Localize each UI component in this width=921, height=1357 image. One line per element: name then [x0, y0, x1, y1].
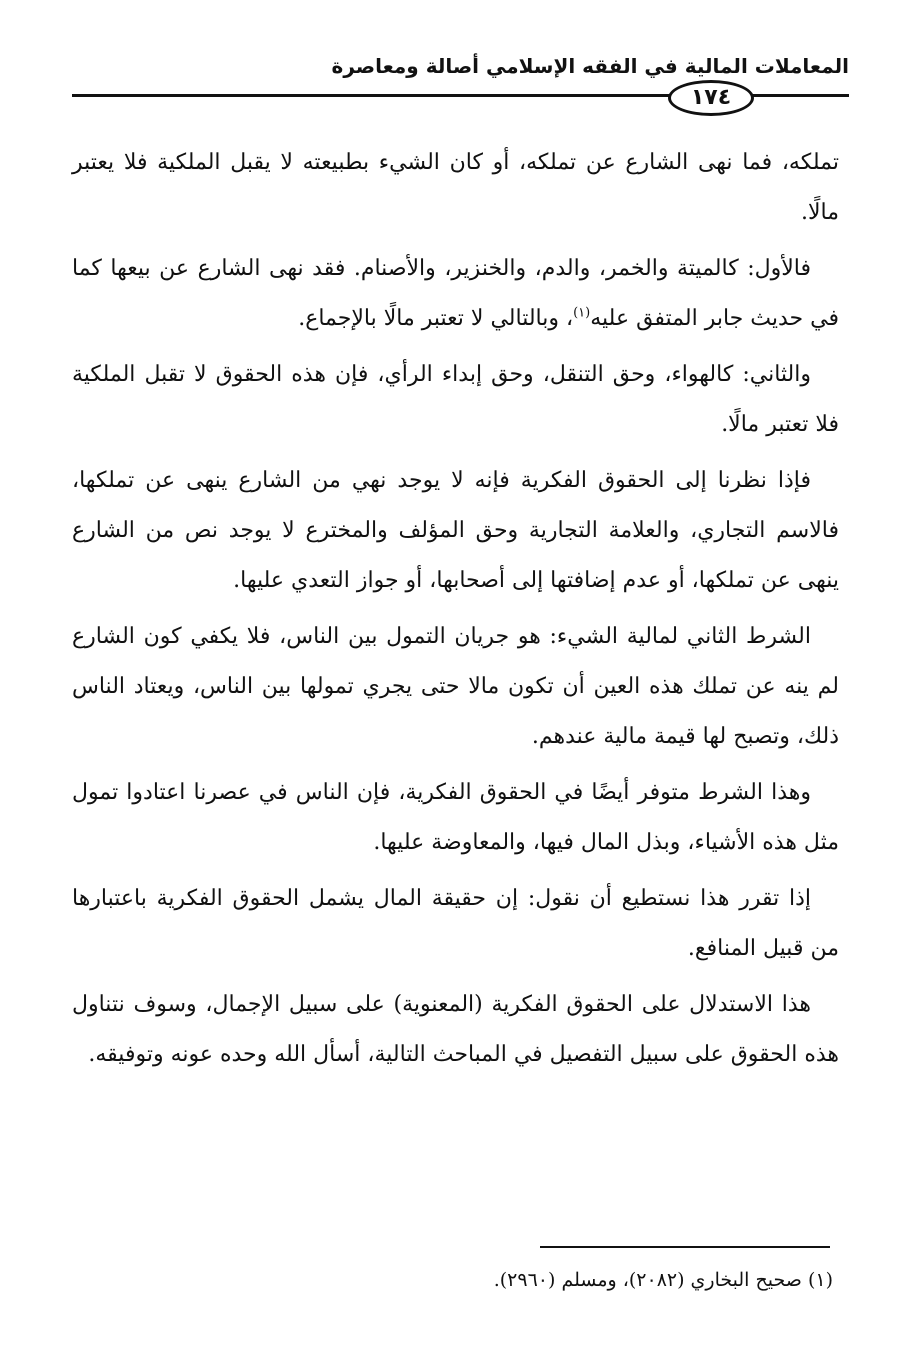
- body-text: [72, 138, 839, 1086]
- paragraph: الشرط الثاني لمالية الشيء: هو جريان التمول بين الناس، فلا يكفي كون الشارع لم ينه عن تملك هذه العين أن تكون مالا حتى يجري تمولها بين الناس، ويعتاد الناس ذلك، وتصبح لها قيمة مالية عندهم.: [72, 624, 839, 749]
- paragraph: فإذا نظرنا إلى الحقوق الفكرية فإنه لا يوجد نهي من الشارع ينهى عن تملكها، فالاسم التجاري، والعلامة التجارية وحق المؤلف والمخترع لا يوجد نص من الشارع ينهى عن تملكها، أو عدم إضافتها إلى أصحابها، أو جواز التعدي عليها.: [72, 468, 839, 593]
- paragraph-text: ، وبالتالي لا تعتبر مالًا بالإجماع.: [298, 306, 574, 331]
- paragraph: وهذا الشرط متوفر أيضًا في الحقوق الفكرية، فإن الناس في عصرنا اعتادوا تمول مثل هذه الأشياء، وبذل المال فيها، والمعاوضة عليها.: [72, 780, 839, 855]
- paragraph: والثاني: كالهواء، وحق التنقل، وحق إبداء الرأي، فإن هذه الحقوق لا تقبل الملكية فلا تعتبر مالًا.: [72, 362, 839, 437]
- paragraph: إذا تقرر هذا نستطيع أن نقول: إن حقيقة المال يشمل الحقوق الفكرية باعتبارها من قبيل المنافع.: [72, 886, 839, 961]
- paragraph: تملكه، فما نهى الشارع عن تملكه، أو كان الشيء بطبيعته لا يقبل الملكية فلا يعتبر مالًا.: [72, 150, 839, 225]
- running-title: المعاملات المالية في الفقه الإسلامي أصالة ومعاصرة: [331, 54, 849, 78]
- footnote-rule: [540, 1246, 830, 1248]
- footnote: (١) صحيح البخاري (٢٠٨٢)، ومسلم (٢٩٦٠).: [493, 1269, 833, 1291]
- paragraph: هذا الاستدلال على الحقوق الفكرية (المعنوية) على سبيل الإجمال، وسوف نتناول هذه الحقوق على سبيل التفصيل في المباحث التالية، أسأل الله وحده عونه وتوفيقه.: [72, 992, 839, 1067]
- paragraph-text: فالأول: كالميتة والخمر، والدم، والخنزير، والأصنام. فقد نهى الشارع عن بيعها كما في حديث جابر المتفق عليه: [72, 256, 839, 331]
- page-number: ١٧٤: [668, 80, 754, 116]
- footnote-ref: (١): [573, 305, 591, 321]
- paragraph: [72, 244, 839, 344]
